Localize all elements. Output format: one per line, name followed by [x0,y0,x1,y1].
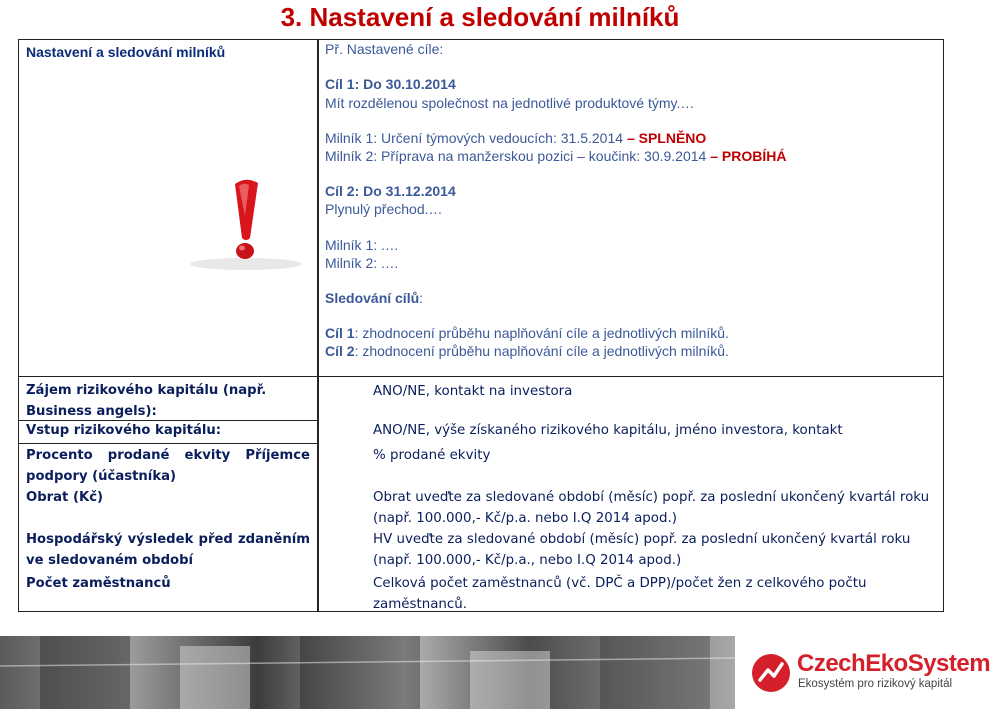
goal2-milestone2: Milník 2: .… [325,255,399,271]
milestone2-label: Milník 2 [325,148,374,164]
page-title: 3. Nastavení a sledování milníků [280,2,680,32]
track2-label: Cíl 2 [325,343,355,359]
row-value-vc-entry: ANO/NE, výše získaného rizikového kapitálu, jméno investora, kontakt [373,423,843,438]
milestone1-label: Milník 1 [325,130,374,146]
row-label-equity: Procento prodané ekvity Příjemce podpory (účastníka) [26,448,310,484]
row-value-turnover: Obrat uveďte za sledované období (měsíc) popř. za poslední ukončený kvartál roku (např. 100.000,- Kč/p.a. nebo I.Q 2014 apod.) [373,490,930,526]
row-value-profit: HV uveďte za sledované období (měsíc) popř. za poslední ukončený kvartál roku (např. 100.000,- Kč/p.a., nebo I.Q 2014 apod.) [373,532,911,568]
goal1-text: Mít rozdělenou společnost na jednotlivé produktové týmy.… [325,95,695,111]
row-value-equity: % prodané ekvity [373,448,491,463]
milestone1-status: – SPLNĚNO [626,130,707,146]
goal2-heading [325,183,456,199]
row-value-vc-interest: ANO/NE, kontakt na investora [373,384,573,399]
goal2-label: Cíl 2: [325,183,360,199]
track1-label: Cíl 1 [325,325,355,341]
metrics-column-divider [317,377,319,612]
goal2-text: Plynulý přechod.… [325,201,443,217]
tracking-label: Sledování cílů [325,290,420,306]
goal1-milestone1 [325,130,706,146]
exclamation-icon [186,176,306,272]
logo-tagline: Ekosystém pro rizikový kapitál [798,678,953,690]
column-divider [317,39,319,377]
tracking-goal1 [325,325,729,341]
tracking-colon: : [419,290,424,306]
goal2-milestone1: Milník 1: .… [325,237,399,253]
banner-pattern-icon [0,636,735,709]
row-label-profit: Hospodářský výsledek před zdaněním ve sledovaném období [26,532,310,568]
footer-photo-banner [0,636,735,709]
goal1-date: Do 30.10.2014 [363,76,456,92]
goal1-label: Cíl 1: [325,76,360,92]
milestone2-text: : Příprava na manžerskou pozici – koučink: 30.9.2014 [373,148,711,164]
row-label-turnover: Obrat (Kč) [26,490,104,505]
row-label-vc-interest: Zájem rizikového kapitálu (např. Business angels): [26,383,267,419]
milestone2-status: – PROBÍHÁ [710,148,787,164]
goal1-milestone2 [325,148,786,164]
track1-text: : zhodnocení průběhu naplňování cíle a jednotlivých milníků. [354,325,729,341]
goal2-date: Do 31.12.2014 [363,183,456,199]
row-label-employees: Počet zaměstnanců [26,576,171,591]
track2-text: : zhodnocení průběhu naplňování cíle a jednotlivých milníků. [354,343,729,359]
left-heading: Nastavení a sledování milníků [26,44,226,60]
milestone1-text: : Určení týmových vedoucích: 31.5.2014 [373,130,627,146]
logo-icon [752,654,790,692]
tracking-heading [325,290,423,306]
row-divider [18,443,318,444]
logo-name: CzechEkoSystem [797,650,990,677]
example-intro: Př. Nastavené cíle: [325,41,444,57]
goal1-heading [325,76,456,92]
row-label-vc-entry: Vstup rizikového kapitálu: [26,423,222,438]
row-value-employees: Celková počet zaměstnanců (vč. DPČ a DPP)/počet žen z celkového počtu zaměstnanců. [373,576,867,612]
tracking-goal2 [325,343,729,359]
